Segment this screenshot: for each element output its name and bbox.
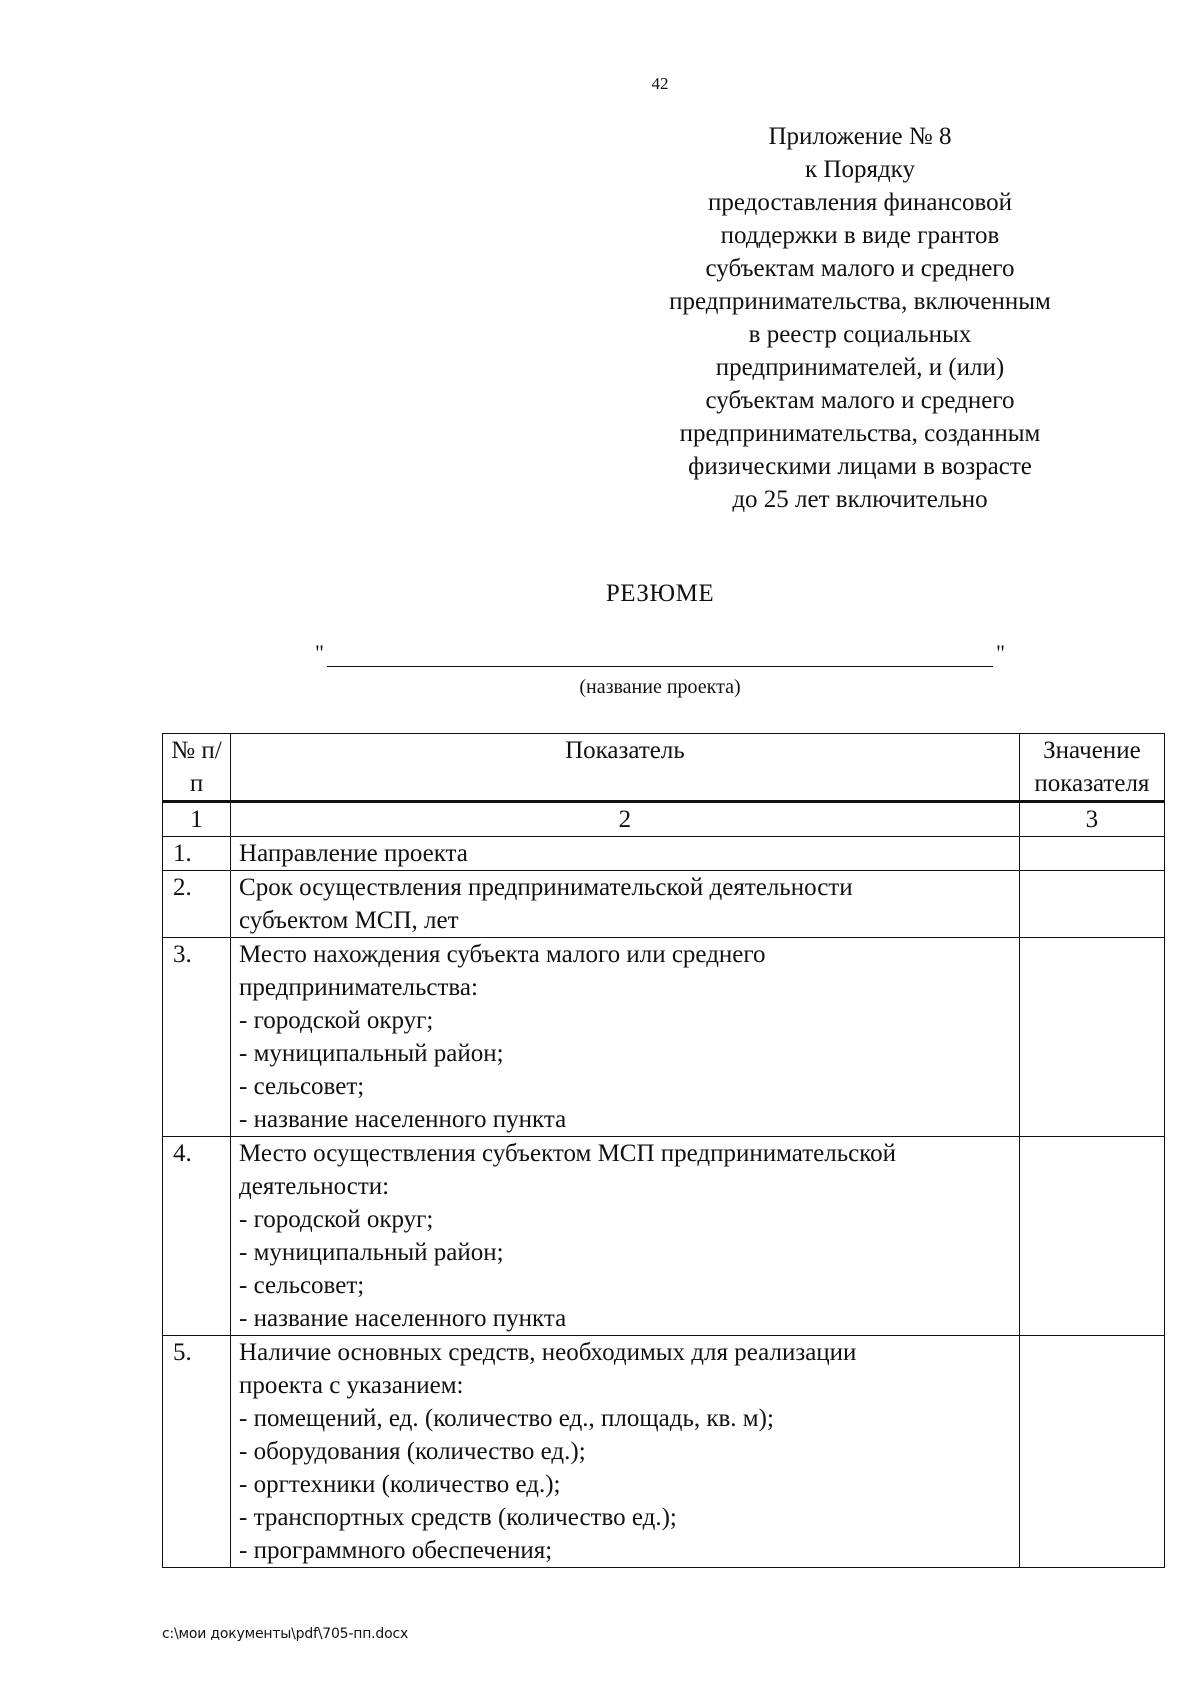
project-name-field xyxy=(315,640,1005,670)
table-row xyxy=(163,871,1165,938)
appendix-line: предоставления финансовой xyxy=(707,189,1012,216)
close-quote: " xyxy=(996,640,1005,665)
indicator-line: - оборудования (количество ед.); xyxy=(239,1438,586,1465)
appendix-line: Приложение № 8 xyxy=(768,123,952,150)
indicator-line: - транспортных средств (количество ед.); xyxy=(239,1504,677,1531)
appendix-line: субъектам малого и среднего xyxy=(705,255,1015,282)
table-header-row xyxy=(163,734,1165,802)
row-number: 4. xyxy=(163,1137,231,1336)
indicator-line: Наличие основных средств, необходимых для реализации xyxy=(239,1339,857,1366)
row-value[interactable] xyxy=(1019,837,1164,871)
row-number: 1. xyxy=(163,837,231,871)
appendix-line: предпринимательства, включенным xyxy=(669,288,1051,315)
indicator-line: - название населенного пункта xyxy=(239,1305,567,1332)
indicator-line: - городской округ; xyxy=(239,1007,434,1034)
appendix-line: поддержки в виде грантов xyxy=(720,222,1000,249)
header-num: № п/п xyxy=(163,734,231,802)
table-row xyxy=(163,1137,1165,1336)
indicator-line: Место нахождения субъекта малого или среднего xyxy=(239,941,766,968)
indicator-line: - оргтехники (количество ед.); xyxy=(239,1471,561,1498)
indicator-line: Направление проекта xyxy=(239,840,468,867)
table-row xyxy=(163,837,1165,871)
appendix-line: предпринимательства, созданным xyxy=(679,420,1041,447)
indicator-line: - муниципальный район; xyxy=(239,1239,504,1266)
indicator-line: - название населенного пункта xyxy=(239,1106,567,1133)
table-row xyxy=(163,1336,1165,1568)
indicator-line: проекта с указанием: xyxy=(239,1372,464,1399)
appendix-line: до 25 лет включительно xyxy=(732,486,988,513)
row-value[interactable] xyxy=(1019,1137,1164,1336)
indicator-line: субъектом МСП, лет xyxy=(239,907,459,934)
column-numbering-row xyxy=(163,802,1165,837)
row-value[interactable] xyxy=(1019,1336,1164,1568)
row-value[interactable] xyxy=(1019,938,1164,1137)
indicator-line: - городской округ; xyxy=(239,1206,434,1233)
project-name-underline xyxy=(327,666,993,667)
header-value: Значение показателя xyxy=(1019,734,1164,802)
row-indicator xyxy=(231,837,1020,871)
resume-table xyxy=(162,733,1165,1568)
indicator-line: предпринимательства: xyxy=(239,974,478,1001)
page-number: 42 xyxy=(651,74,669,93)
row-number: 5. xyxy=(163,1336,231,1568)
column-number: 3 xyxy=(1019,802,1164,837)
file-path-footer: c:\мои документы\pdf\705-пп.docx xyxy=(162,1626,409,1642)
column-number: 1 xyxy=(163,802,231,837)
header-indicator: Показатель xyxy=(231,734,1020,802)
indicator-line: - программного обеспечения; xyxy=(239,1537,553,1564)
table-row xyxy=(163,938,1165,1137)
appendix-line: к Порядку xyxy=(805,156,915,183)
indicator-line: деятельности: xyxy=(239,1173,390,1200)
row-indicator xyxy=(231,1336,1020,1568)
document-title: РЕЗЮМЕ xyxy=(605,580,715,607)
row-number: 2. xyxy=(163,871,231,938)
column-number: 2 xyxy=(231,802,1020,837)
row-indicator xyxy=(231,1137,1020,1336)
appendix-line: субъектам малого и среднего xyxy=(705,387,1015,414)
indicator-line: Срок осуществления предпринимательской деятельности xyxy=(239,874,853,901)
appendix-header xyxy=(640,120,1080,516)
indicator-line: - сельсовет; xyxy=(239,1073,365,1100)
indicator-line: - сельсовет; xyxy=(239,1272,365,1299)
project-name-caption: (название проекта) xyxy=(579,676,741,698)
indicator-line: Место осуществления субъектом МСП предпринимательской xyxy=(239,1140,897,1167)
row-indicator xyxy=(231,871,1020,938)
appendix-line: физическими лицами в возрасте xyxy=(688,453,1032,480)
row-number: 3. xyxy=(163,938,231,1137)
indicator-line: - помещений, ед. (количество ед., площадь, кв. м); xyxy=(239,1405,774,1432)
indicator-line: - муниципальный район; xyxy=(239,1040,504,1067)
appendix-line: предпринимателей, и (или) xyxy=(715,354,1005,381)
open-quote: " xyxy=(315,640,324,665)
row-value[interactable] xyxy=(1019,871,1164,938)
appendix-line: в реестр социальных xyxy=(748,321,972,348)
row-indicator xyxy=(231,938,1020,1137)
